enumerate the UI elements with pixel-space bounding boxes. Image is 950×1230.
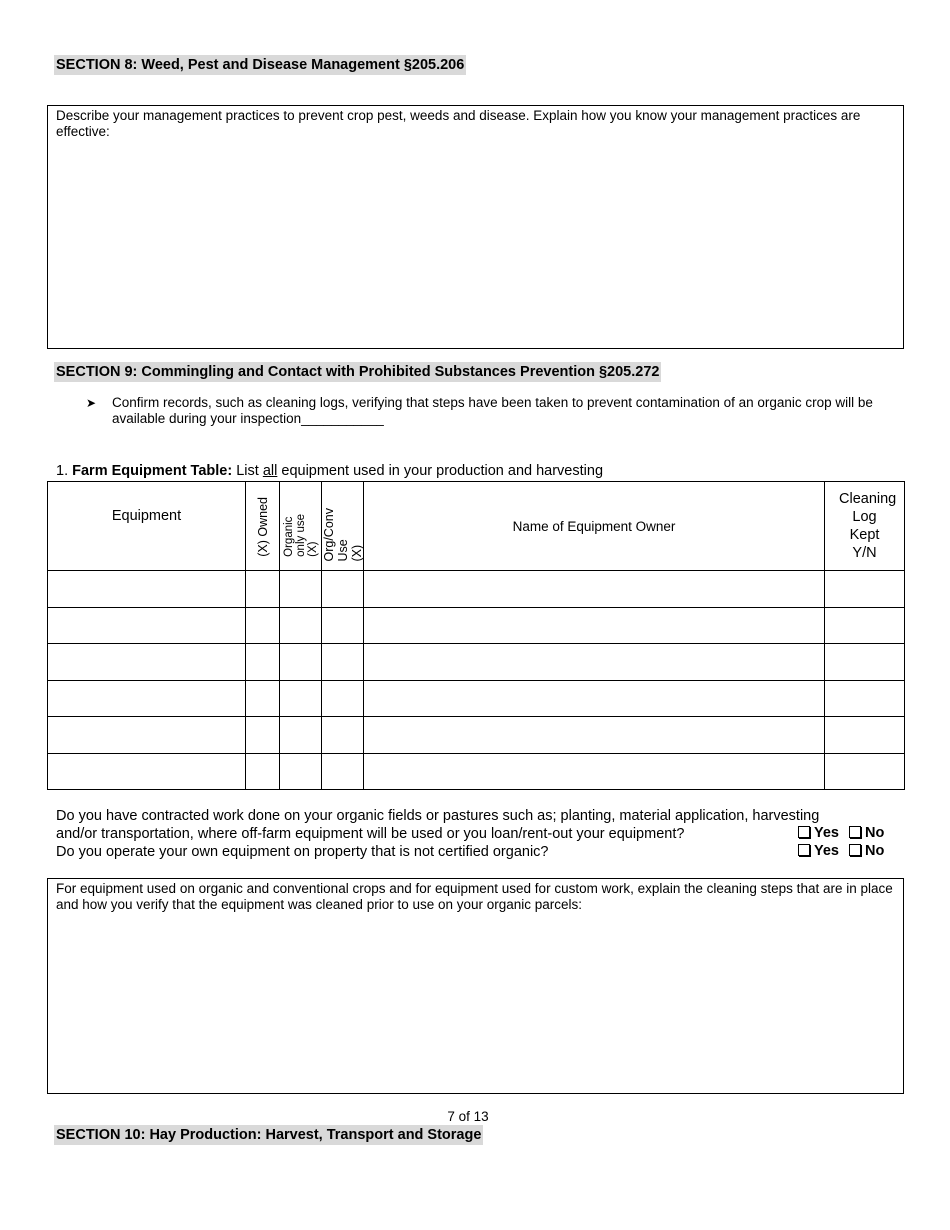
checkbox-icon xyxy=(798,826,810,838)
checkbox-icon xyxy=(849,826,861,838)
table-cell[interactable] xyxy=(48,717,246,754)
table-cell[interactable] xyxy=(48,571,246,608)
table-title-underlined: all xyxy=(262,463,278,479)
table-cell[interactable] xyxy=(322,571,364,608)
equipment-table-title xyxy=(56,462,603,480)
section-8-heading: SECTION 8: Weed, Pest and Disease Management §205.206 xyxy=(56,57,465,73)
table-cell[interactable] xyxy=(322,644,364,681)
table-body xyxy=(48,571,905,790)
table-cell[interactable] xyxy=(364,680,825,717)
table-row xyxy=(48,571,905,608)
contracted-yes-option[interactable]: Yes xyxy=(798,825,839,841)
table-cell[interactable] xyxy=(280,571,322,608)
table-title-pre: List xyxy=(236,463,259,479)
table-cell[interactable] xyxy=(246,644,280,681)
table-title-bold: Farm Equipment Table: xyxy=(72,463,233,479)
management-practices-box[interactable] xyxy=(47,105,904,349)
table-header-row xyxy=(48,482,905,571)
management-practices-prompt: Describe your management practices to prevent crop pest, weeds and disease. Explain how you know your management practices are effective: xyxy=(56,108,861,139)
table-cell[interactable] xyxy=(246,607,280,644)
table-cell[interactable] xyxy=(246,753,280,790)
table-cell[interactable] xyxy=(246,571,280,608)
table-cell[interactable] xyxy=(825,607,905,644)
table-cell[interactable] xyxy=(825,571,905,608)
records-bullet-text: Confirm records, such as cleaning logs, verifying that steps have been taken to prevent contamination of an organic crop will be available during your inspection___________ xyxy=(112,395,873,426)
contracted-work-question-line1: Do you have contracted work done on your organic fields or pastures such as; planting, material application, harvesting xyxy=(56,808,820,824)
section-10-heading: SECTION 10: Hay Production: Harvest, Transport and Storage xyxy=(56,1127,482,1143)
table-row xyxy=(48,717,905,754)
farm-equipment-table xyxy=(47,481,905,790)
own-equipment-no-option[interactable]: No xyxy=(849,843,884,859)
table-cell[interactable] xyxy=(48,753,246,790)
table-cell[interactable] xyxy=(364,717,825,754)
header-owned: (X) Owned xyxy=(246,482,280,571)
checkbox-icon xyxy=(798,844,810,856)
table-title-post: equipment used in your production and harvesting xyxy=(281,463,604,479)
table-cell[interactable] xyxy=(825,753,905,790)
records-bullet xyxy=(86,395,886,427)
table-cell[interactable] xyxy=(280,717,322,754)
contracted-work-question-line2: and/or transportation, where off-farm equipment will be used or you loan/rent-out your equipment? xyxy=(56,826,685,842)
table-row xyxy=(48,753,905,790)
table-cell[interactable] xyxy=(825,717,905,754)
table-cell[interactable] xyxy=(825,680,905,717)
table-cell[interactable] xyxy=(48,644,246,681)
table-cell[interactable] xyxy=(825,644,905,681)
table-cell[interactable] xyxy=(48,607,246,644)
table-cell[interactable] xyxy=(364,607,825,644)
table-cell[interactable] xyxy=(280,607,322,644)
page-number: 7 of 13 xyxy=(447,1109,489,1124)
table-cell[interactable] xyxy=(246,680,280,717)
own-equipment-yes-option[interactable]: Yes xyxy=(798,843,839,859)
table-cell[interactable] xyxy=(280,644,322,681)
checkbox-icon xyxy=(849,844,861,856)
table-cell[interactable] xyxy=(246,717,280,754)
table-cell[interactable] xyxy=(364,753,825,790)
table-cell[interactable] xyxy=(322,717,364,754)
header-cleaning-log: Cleaning Log Kept Y/N xyxy=(825,482,905,571)
own-equipment-answer xyxy=(798,843,884,859)
table-row xyxy=(48,644,905,681)
table-row xyxy=(48,680,905,717)
header-org-conv: Org/Conv Use (X) xyxy=(322,482,364,571)
table-row xyxy=(48,607,905,644)
table-cell[interactable] xyxy=(322,680,364,717)
contracted-no-option[interactable]: No xyxy=(849,825,884,841)
table-cell[interactable] xyxy=(322,753,364,790)
table-cell[interactable] xyxy=(280,753,322,790)
table-cell[interactable] xyxy=(48,680,246,717)
own-equipment-question: Do you operate your own equipment on property that is not certified organic? xyxy=(56,844,549,860)
section-9-heading: SECTION 9: Commingling and Contact with Prohibited Substances Prevention §205.272 xyxy=(56,364,660,380)
header-equipment: Equipment xyxy=(48,482,246,571)
arrow-bullet-icon: ➤ xyxy=(86,396,97,410)
header-organic-only: Organic only use (X) xyxy=(280,482,322,571)
cleaning-steps-prompt: For equipment used on organic and conventional crops and for equipment used for custom work, explain the cleaning steps that are in place and how you verify that the equipment was cleaned prior to use on your organic parcels: xyxy=(56,881,893,912)
table-cell[interactable] xyxy=(322,607,364,644)
table-cell[interactable] xyxy=(364,644,825,681)
cleaning-steps-box[interactable] xyxy=(47,878,904,1094)
table-title-number: 1. xyxy=(56,463,69,479)
table-cell[interactable] xyxy=(280,680,322,717)
contracted-work-answer xyxy=(798,825,884,841)
header-owner: Name of Equipment Owner xyxy=(364,482,825,571)
table-cell[interactable] xyxy=(364,571,825,608)
